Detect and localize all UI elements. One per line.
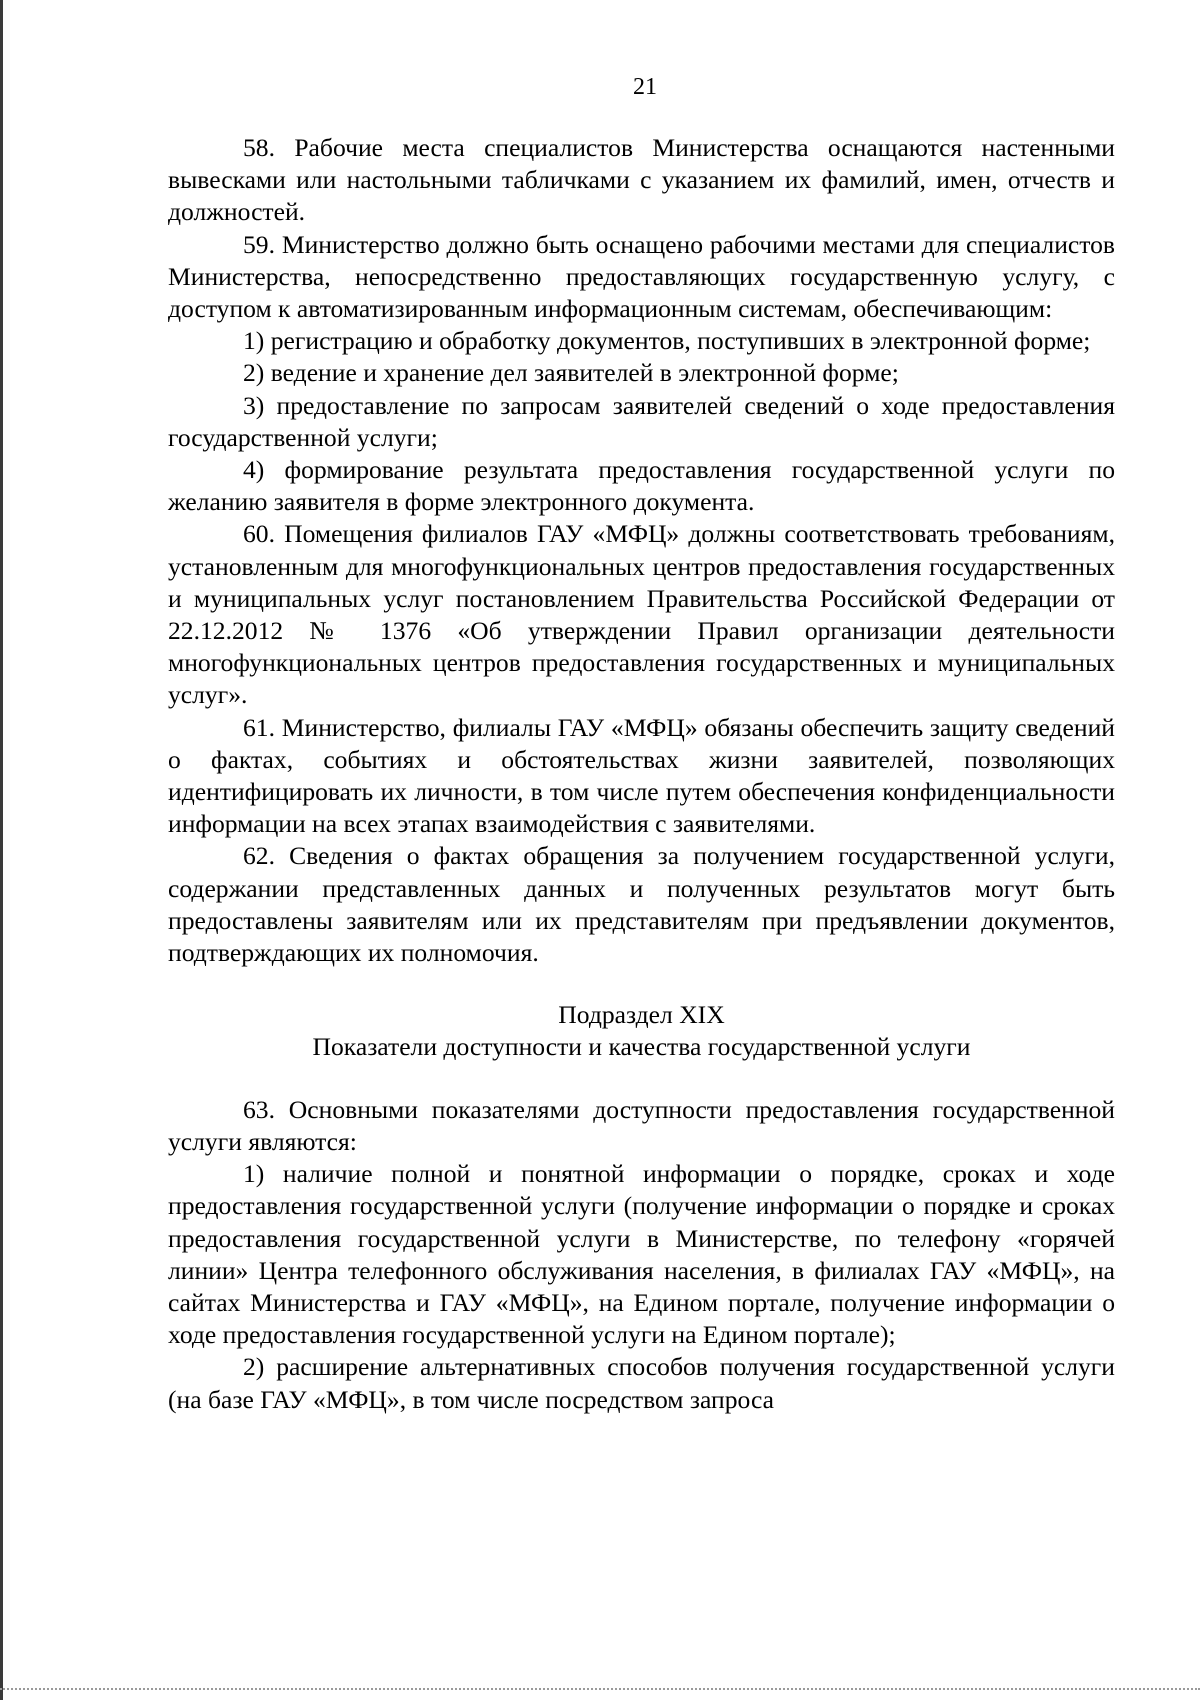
list-item-63-2: 2) расширение альтернативных способов получения государственной услуги (на базе ГАУ «МФЦ», в том числе посредством запроса: [168, 1352, 1115, 1414]
paragraph-63: 63. Основными показателями доступности предоставления государственной услуги являются:: [168, 1094, 1115, 1156]
list-item-63-1: 1) наличие полной и понятной информации о порядке, сроках и ходе предоставления государственной услуги (получение информации о порядке и сроках предоставления государственной услуги в Министерстве, по телефону «горячей линии» Центра телефонного обслуживания населения, в филиалах ГАУ «МФЦ», на сайтах Министерства и ГАУ «МФЦ», на Едином портале, получение информации о ходе предоставления государственной услуги на Едином портале);: [168, 1159, 1115, 1350]
page-number: 21: [633, 74, 657, 100]
subsection-label: Подраздел XIX: [558, 1000, 725, 1030]
list-item-59-1: 1) регистрацию и обработку документов, поступивших в электронной форме;: [243, 326, 1091, 356]
document-body: [168, 132, 1115, 1416]
scan-bottom-edge: [0, 1688, 1200, 1690]
scan-edge: [0, 0, 3, 1700]
paragraph-62: 62. Сведения о фактах обращения за получением государственной услуги, содержании представленных данных и полученных результатов могут быть предоставлены заявителям или их представителям при предъявлении документов, подтверждающих их полномочия.: [168, 841, 1115, 968]
subsection-title: Показатели доступности и качества государственной услуги: [312, 1032, 971, 1062]
paragraph-58: 58. Рабочие места специалистов Министерства оснащаются настенными вывесками или настольными табличками с указанием их фамилий, имен, отчеств и должностей.: [168, 133, 1115, 227]
list-item-59-4: 4) формирование результата предоставления государственной услуги по желанию заявителя в форме электронного документа.: [168, 455, 1115, 517]
paragraph-60: 60. Помещения филиалов ГАУ «МФЦ» должны соответствовать требованиям, установленным для многофункциональных центров предоставления государственных и муниципальных услуг постановлением Правительства Российской Федерации от 22.12.2012 № 1376 «Об утверждении Правил организации деятельности многофункциональных центров предоставления государственных и муниципальных услуг».: [168, 519, 1115, 710]
paragraph-59: 59. Министерство должно быть оснащено рабочими местами для специалистов Министерства, непосредственно предоставляющих государственную услугу, с доступом к автоматизированным информационным системам, обеспечивающим:: [168, 229, 1115, 324]
list-item-59-2: 2) ведение и хранение дел заявителей в электронной форме;: [243, 358, 899, 388]
paragraph-61: 61. Министерство, филиалы ГАУ «МФЦ» обязаны обеспечить защиту сведений о фактах, событиях и обстоятельствах жизни заявителей, позволяющих идентифицировать их личности, в том числе путем обеспечения конфиденциальности информации на всех этапах взаимодействия с заявителями.: [168, 712, 1115, 839]
list-item-59-3: 3) предоставление по запросам заявителей сведений о ходе предоставления государственной услуги;: [168, 390, 1115, 452]
